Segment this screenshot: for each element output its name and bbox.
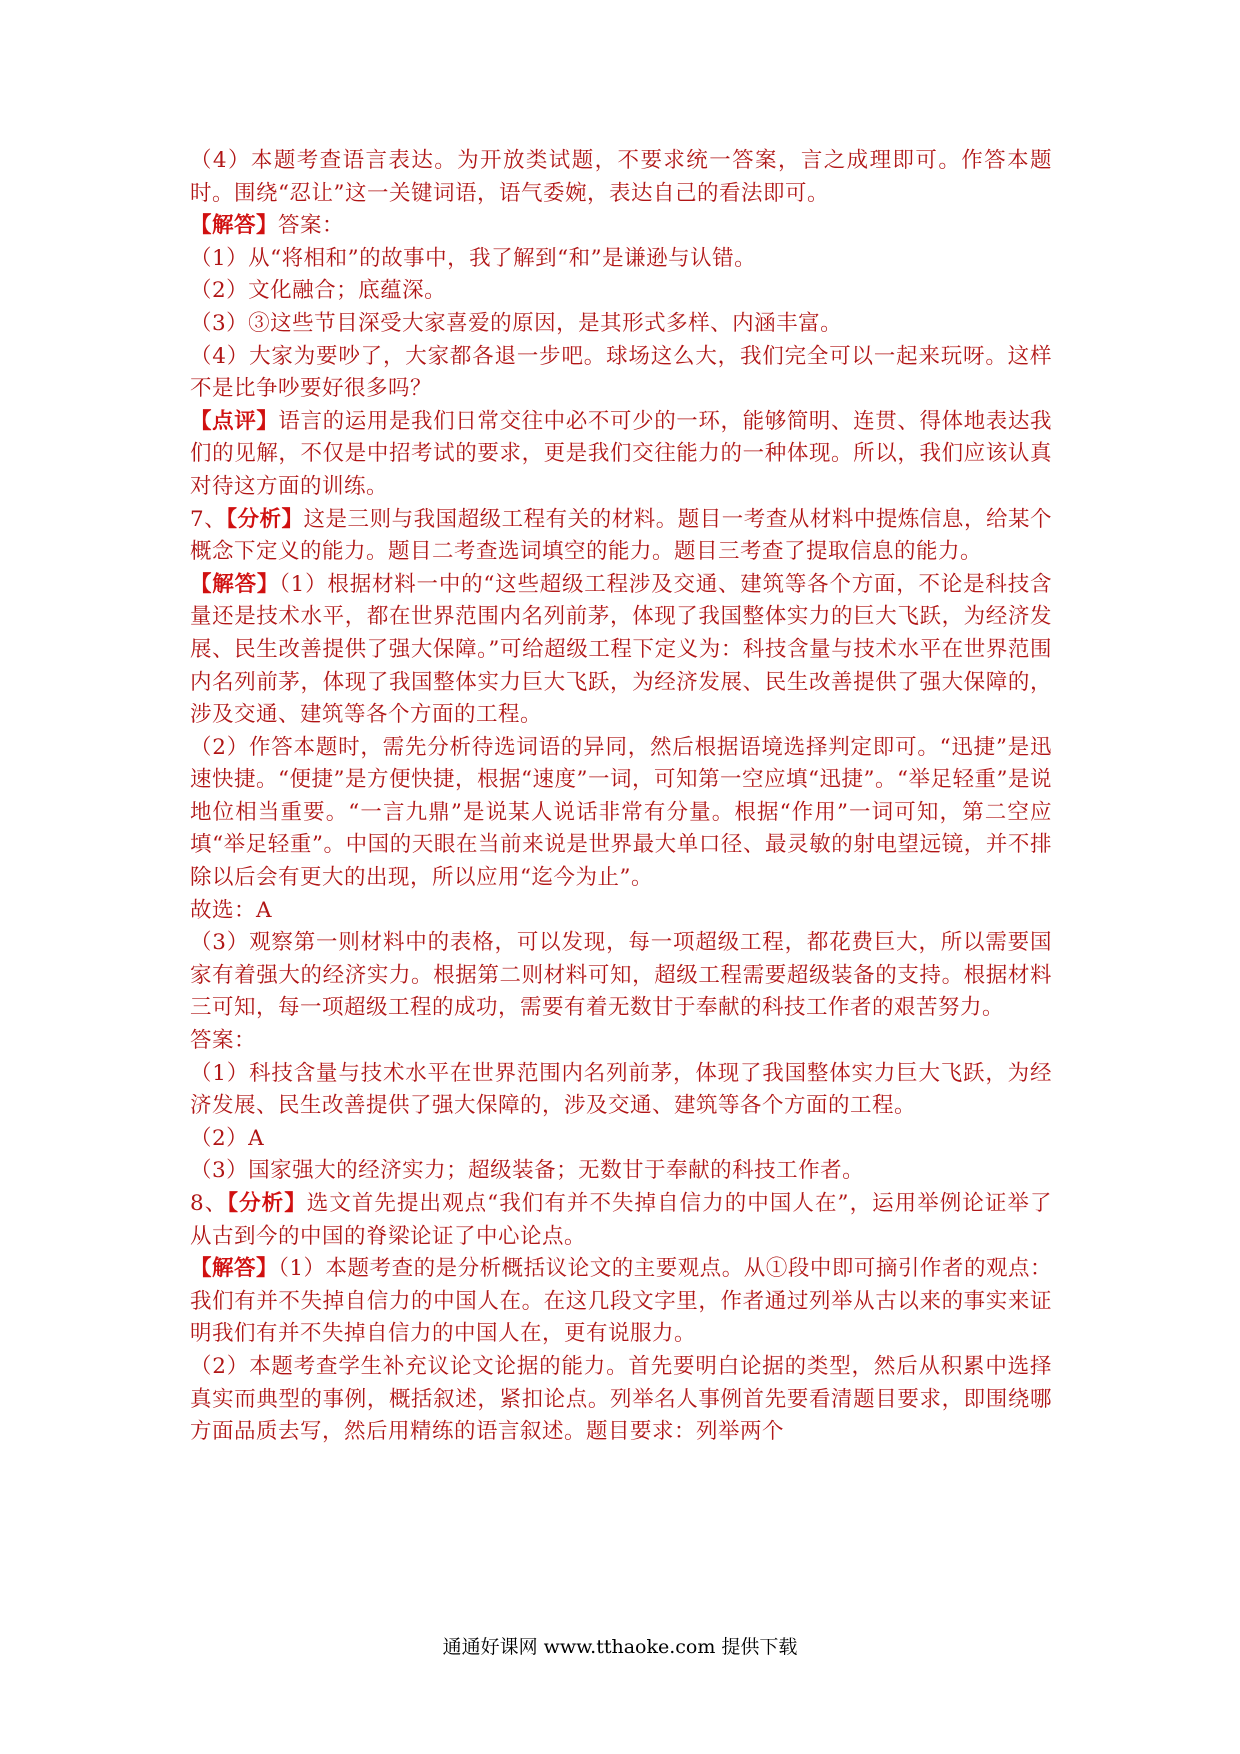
text-line <box>190 895 1052 928</box>
line-text: 选文首先提出观点“我们有并不失掉自信力的中国人在”，运用举例论证举了从古到今的中国的脊梁论证了中心论点。 <box>190 1191 1052 1249</box>
text-line <box>190 406 1052 504</box>
line-text: （2）本题考查学生补充议论文论据的能力。首先要明白论据的类型，然后从积累中选择真实而典型的事例，概括叙述，紧扣论点。列举名人事例首先要看清题目要求，即围绕哪方面品质去写，然后用精练的语言叙述。题目要求：列举两个 <box>190 1353 1052 1445</box>
line-text: 答案： <box>190 1028 257 1054</box>
line-text: （1）本题考查的是分析概括议论文的主要观点。从①段中即可摘引作者的观点：我们有并不失掉自信力的中国人在。在这几段文字里，作者通过列举从古以来的事实来证明我们有并不失掉自信力的中国人在，更有说服力。 <box>190 1256 1052 1347</box>
text-line <box>190 275 1052 308</box>
line-text: （1）根据材料一中的“这些超级工程涉及交通、建筑等各个方面，不论是科技含量还是技术水平，都在世界范围内名列前茅，体现了我国整体实力的巨大飞跃，为经济发展、民生改善提供了强大保障。”可给超级工程下定义为：科技含量与技术水平在世界范围内名列前茅，体现了我国整体实力巨大飞跃，为经济发展、民生改善提供了强大保障的，涉及交通、建筑等各个方面的工程。 <box>190 571 1052 728</box>
page-footer: 通通好课网 www.tthaoke.com 提供下载 <box>442 1636 798 1658</box>
text-line <box>190 341 1052 406</box>
text-line <box>190 243 1052 276</box>
text-line <box>190 1155 1052 1188</box>
question-number: 7、 <box>190 506 227 532</box>
line-text: （2）文化融合；底蕴深。 <box>190 278 447 304</box>
line-text: （2）作答本题时，需先分析待选词语的异同，然后根据语境选择判定即可。“迅捷”是迅速快捷。“便捷”是方便快捷，根据“速度”一词，可知第一空应填“迅捷”。“举足轻重”是说地位相当重要。“一言九鼎”是说某人说话非常有分量。根据“作用”一词可知，第二空应填“举足轻重”。中国的天眼在当前来说是世界最大单口径、最灵敏的射电望远镜，并不排除以后会有更大的出现，所以应用“迄今为止”。 <box>190 734 1052 891</box>
answer-content <box>190 145 1052 1449</box>
line-text: （2）A <box>190 1125 265 1151</box>
text-line <box>190 569 1052 732</box>
line-text: （3）国家强大的经济实力；超级装备；无数甘于奉献的科技工作者。 <box>190 1158 865 1184</box>
text-line <box>190 927 1052 1025</box>
text-line <box>190 145 1052 210</box>
text-line <box>190 1058 1052 1123</box>
line-text: 答案： <box>278 213 345 239</box>
text-line <box>190 1253 1052 1351</box>
text-line <box>190 1351 1052 1449</box>
line-text: 故选：A <box>190 897 273 923</box>
analysis-label: 【分析】 <box>227 1191 307 1216</box>
question-8-analysis <box>190 1188 1052 1253</box>
line-text: 这是三则与我国超级工程有关的材料。题目一考查从材料中提炼信息，给某个概念下定义的能力。题目二考查选词填空的能力。题目三考查了提取信息的能力。 <box>190 506 1052 565</box>
line-text: （4）大家为要吵了，大家都各退一步吧。球场这么大，我们完全可以一起来玩呀。这样不是比争吵要好很多吗？ <box>190 343 1052 402</box>
answer-label: 【解答】 <box>190 1256 279 1282</box>
comment-label: 【点评】 <box>190 408 279 434</box>
text-line <box>190 1123 1052 1156</box>
question-number: 8、 <box>190 1191 228 1216</box>
line-text: （3）观察第一则材料中的表格，可以发现，每一项超级工程，都花费巨大，所以需要国家有着强大的经济实力。根据第二则材料可知，超级工程需要超级装备的支持。根据材料三可知，每一项超级工程的成功，需要有着无数甘于奉献的科技工作者的艰苦努力。 <box>190 930 1052 1021</box>
question-7-analysis <box>190 504 1052 569</box>
text-line <box>190 732 1052 895</box>
line-text: （1）从“将相和”的故事中，我了解到“和”是谦逊与认错。 <box>190 245 757 271</box>
answer-label: 【解答】 <box>190 571 280 597</box>
line-text: （4）本题考查语言表达。为开放类试题，不要求统一答案，言之成理即可。作答本题时。围绕“忍让”这一关键词语，语气委婉，表达自己的看法即可。 <box>190 148 1052 206</box>
text-line <box>190 210 1052 243</box>
line-text: （3）③这些节目深受大家喜爱的原因，是其形式多样、内涵丰富。 <box>190 310 843 336</box>
answer-label: 【解答】 <box>190 213 279 239</box>
text-line <box>190 1025 1052 1058</box>
line-text: （1）科技含量与技术水平在世界范围内名列前茅，体现了我国整体实力巨大飞跃，为经济发展、民生改善提供了强大保障的，涉及交通、建筑等各个方面的工程。 <box>190 1060 1052 1119</box>
analysis-label: 【分析】 <box>226 506 304 532</box>
line-text: 语言的运用是我们日常交往中必不可少的一环，能够简明、连贯、得体地表达我们的见解，不仅是中招考试的要求，更是我们交往能力的一种体现。所以，我们应该认真对待这方面的训练。 <box>190 408 1052 499</box>
text-line <box>190 308 1052 341</box>
